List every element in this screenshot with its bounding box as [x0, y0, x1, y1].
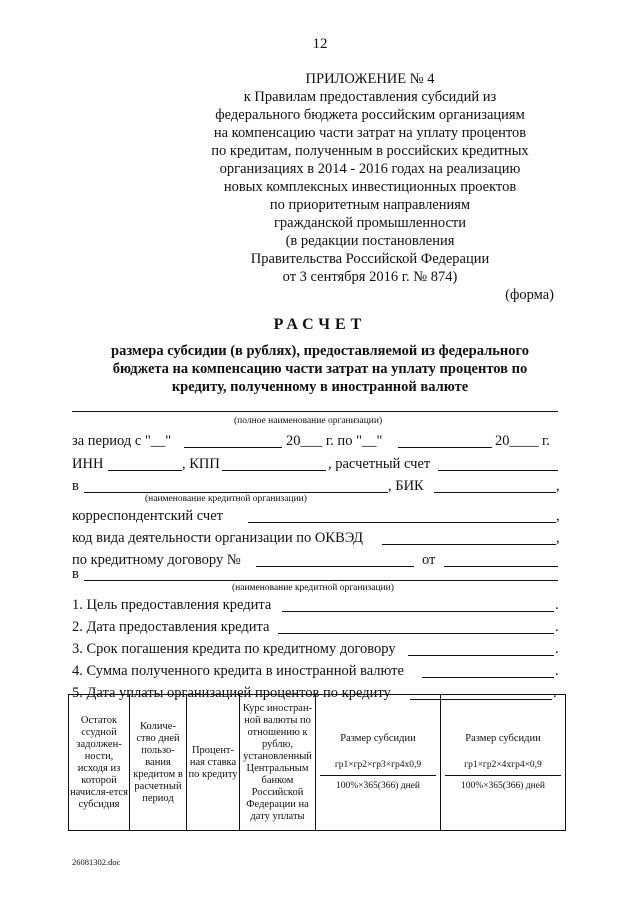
col-header-exchange-rate: Курс иностран-ной валюты по отношению к рублю, установленный Центральным банком Российской Федерации на дату уплаты: [240, 695, 316, 831]
bank-prefix: в: [72, 478, 79, 494]
appendix-line: организациях в 2014 - 2016 годах на реализацию: [219, 161, 521, 177]
kpp-field[interactable]: [222, 470, 326, 471]
okved-row: [72, 529, 562, 547]
inn-field[interactable]: [108, 470, 182, 471]
item-repayment-term: [72, 640, 562, 658]
appendix-line: Правительства Российской Федерации: [250, 251, 490, 267]
period-row: [72, 432, 562, 450]
item-label: 4. Сумма полученного кредита в иностранной валюте: [72, 663, 404, 679]
col-header-balance: Остаток ссудной задолжен-ности, исходя из которой начисля-ется субсидия: [69, 695, 130, 831]
appendix-line: гражданской промышленности: [273, 215, 466, 231]
okved-label: код вида деятельности организации по ОКВЭД: [72, 530, 363, 546]
period: .: [553, 685, 557, 701]
col-header-subsidy-2: [441, 695, 566, 831]
item-label: 5. Дата уплаты организацией процентов по кредиту: [72, 685, 391, 701]
subsidy-2-title: Размер субсидии: [465, 733, 541, 744]
from-label: от: [422, 552, 436, 568]
comma: ,: [556, 508, 560, 524]
col-header-days: Количе-ство дней пользо-вания кредитом в расчетный период: [130, 695, 187, 831]
bank2-caption: (наименование кредитной организации): [232, 583, 394, 593]
corr-account-row: [72, 507, 562, 525]
period: .: [555, 641, 559, 657]
year-suffix: г.: [542, 433, 550, 449]
item-field[interactable]: [408, 655, 554, 656]
subtitle-line: бюджета на компенсацию части затрат на уплату процентов по: [112, 361, 528, 377]
subsidy-calc-table: [68, 694, 566, 831]
account-field[interactable]: [438, 470, 558, 471]
comma: ,: [556, 478, 560, 494]
bank2-name-field[interactable]: [84, 580, 558, 581]
item-issue-date: [72, 618, 562, 636]
org-name-field[interactable]: [72, 411, 558, 412]
period-end-field[interactable]: [398, 447, 492, 448]
period-label: за период с "__": [72, 433, 172, 449]
document-subtitle: [80, 342, 560, 396]
item-label: 3. Срок погашения кредита по кредитному договору: [72, 641, 396, 657]
appendix-line: (в редакции постановления: [285, 233, 455, 249]
item-field[interactable]: [422, 677, 554, 678]
item-label: 1. Цель предоставления кредита: [72, 597, 272, 613]
appendix-line: новых комплексных инвестиционных проектов: [223, 179, 517, 195]
appendix-line: ПРИЛОЖЕНИЕ № 4: [305, 71, 435, 87]
subtitle-line: кредиту, полученному в иностранной валюте: [171, 379, 469, 395]
corr-account-field[interactable]: [248, 522, 556, 523]
period-year2-label: 20____: [495, 433, 539, 449]
kpp-label: , КПП: [182, 456, 220, 472]
col-header-rate: Процент-ная ставка по кредиту: [187, 695, 240, 831]
bank-row: [72, 477, 562, 495]
appendix-line: по приоритетным направлениям: [269, 197, 471, 213]
subsidy-1-title: Размер субсидии: [340, 733, 416, 744]
org-name-caption: (полное наименование организации): [234, 416, 383, 426]
bik-field[interactable]: [434, 492, 556, 493]
comma: ,: [556, 530, 560, 546]
appendix-line: к Правилам предоставления субсидий из: [243, 89, 497, 105]
item-label: 2. Дата предоставления кредита: [72, 619, 270, 635]
period: .: [555, 663, 559, 679]
period: .: [555, 619, 559, 635]
okved-field[interactable]: [382, 544, 556, 545]
bank-name-field[interactable]: [84, 492, 388, 493]
bank2-row: [72, 565, 562, 583]
item-credit-amount: [72, 662, 562, 680]
appendix-line: от 3 сентября 2016 г. № 874): [282, 269, 458, 285]
appendix-line: на компенсацию части затрат на уплату процентов: [213, 125, 527, 141]
period: .: [555, 597, 559, 613]
bik-label: , БИК: [388, 478, 424, 494]
item-field[interactable]: [282, 611, 554, 612]
subsidy-1-denominator: 100%×365(366) дней: [336, 781, 420, 791]
subtitle-line: размера субсидии (в рублях), предоставляемой из федерального: [111, 343, 529, 359]
corr-account-label: корреспондентский счет: [72, 508, 223, 524]
subsidy-2-formula: гр1×гр2×4хгр4×0,9: [464, 760, 542, 770]
period-year1-label: 20___ г. по "__": [286, 433, 383, 449]
col-header-subsidy-1: [316, 695, 441, 831]
document-title: РАСЧЕТ: [273, 316, 367, 333]
appendix-line: по кредитам, полученным в российских кредитных: [211, 143, 529, 159]
inn-row: [72, 455, 562, 473]
account-label: , расчетный счет: [328, 456, 431, 472]
appendix-header: [200, 70, 540, 286]
file-name: 26081302.doc: [72, 857, 121, 867]
page-number: 12: [312, 36, 328, 52]
item-field[interactable]: [278, 633, 554, 634]
inn-label: ИНН: [72, 456, 104, 472]
bank2-prefix: в: [72, 566, 79, 582]
subsidy-2-denominator: 100%×365(366) дней: [461, 781, 545, 791]
bank-caption: (наименование кредитной организации): [145, 494, 307, 504]
form-label: (форма): [505, 287, 554, 303]
appendix-line: федерального бюджета российским организациям: [215, 107, 525, 123]
item-purpose: [72, 596, 562, 614]
period-start-field[interactable]: [184, 447, 282, 448]
credit-contract-label: по кредитному договору №: [72, 552, 241, 568]
subsidy-1-formula: гр1×гр2×гр3×гр4х0,9: [334, 760, 422, 770]
